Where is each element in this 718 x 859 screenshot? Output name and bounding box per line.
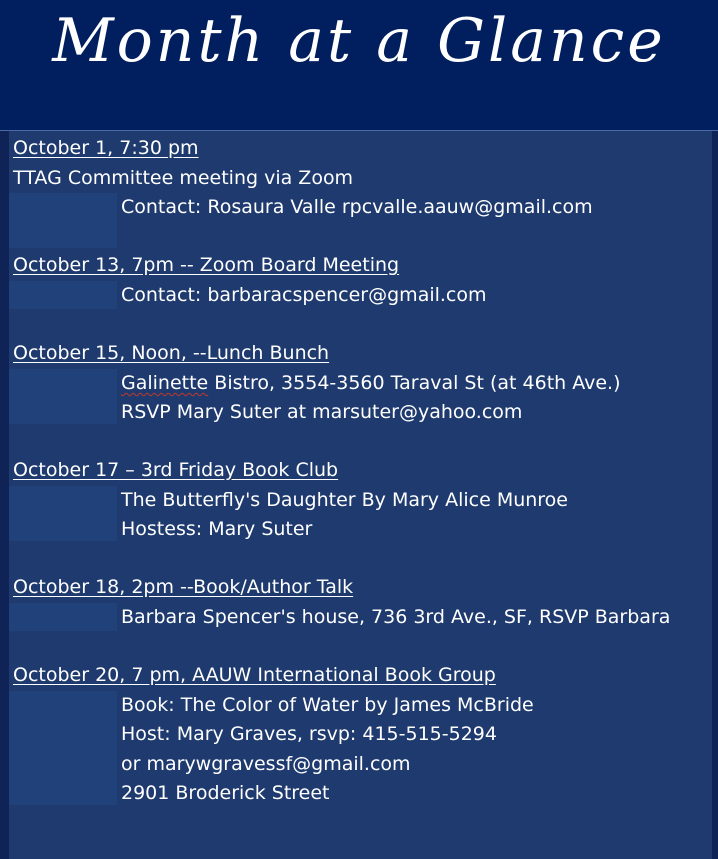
indent-block <box>9 486 117 541</box>
event-line: Barbara Spencer's house, 736 3rd Ave., SF, RSVP Barbara <box>121 606 671 628</box>
indent-block <box>9 193 117 248</box>
indent-block <box>9 691 117 805</box>
event-line: Hostess: Mary Suter <box>121 518 313 540</box>
indent-block <box>9 281 117 309</box>
event-line-rest: Bistro, 3554-3560 Taraval St (at 46th Ave.) <box>208 372 621 394</box>
page-title: Month at a Glance <box>52 6 666 76</box>
event-line: Book: The Color of Water by James McBride <box>121 694 534 716</box>
event-heading: October 20, 7 pm, AAUW International Book Group <box>13 664 496 686</box>
event-line: TTAG Committee meeting via Zoom <box>13 167 354 189</box>
event-heading: October 18, 2pm --Book/Author Talk <box>13 576 354 598</box>
event-heading: October 15, Noon, --Lunch Bunch <box>13 342 330 364</box>
page-header <box>0 0 718 130</box>
indent-block <box>9 603 117 631</box>
event-heading: October 1, 7:30 pm <box>13 137 199 159</box>
event-contact[interactable]: or marywgravessf@gmail.com <box>121 753 411 775</box>
event-contact[interactable]: Contact: barbaracspencer@gmail.com <box>121 284 487 306</box>
event-contact: Host: Mary Graves, rsvp: 415-515-5294 <box>121 723 497 745</box>
indent-block <box>9 369 117 424</box>
event-line: 2901 Broderick Street <box>121 782 330 804</box>
event-heading: October 17 – 3rd Friday Book Club <box>13 459 339 481</box>
event-heading: October 13, 7pm -- Zoom Board Meeting <box>13 254 400 276</box>
event-line <box>121 371 621 395</box>
event-contact[interactable]: Contact: Rosaura Valle rpcvalle.aauw@gmail.com <box>121 196 593 218</box>
event-line: The Butterfly's Daughter By Mary Alice Munroe <box>121 489 569 511</box>
spellcheck-word: Galinette <box>121 372 209 394</box>
event-contact[interactable]: RSVP Mary Suter at marsuter@yahoo.com <box>121 401 523 423</box>
